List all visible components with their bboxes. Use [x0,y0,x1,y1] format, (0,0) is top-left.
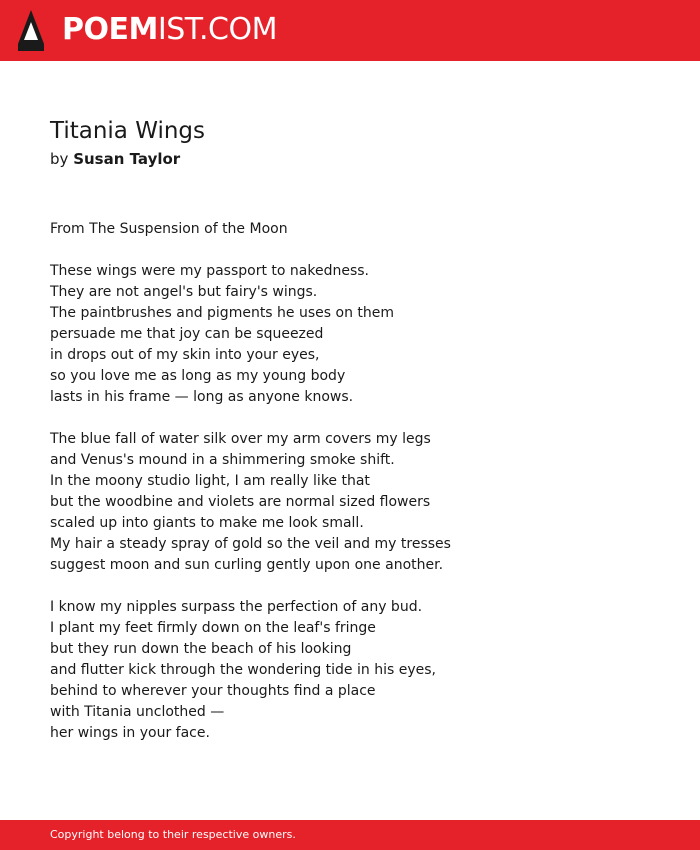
poem-line: My hair a steady spray of gold so the veil and my tresses [50,536,451,552]
stanza-break [50,240,670,261]
brand-bold-text: POEM [62,12,158,47]
site-header [0,0,700,61]
poem-line: and Venus's mound in a shimmering smoke shift. [50,452,395,468]
stanza-break [50,576,670,597]
pencil-tip-icon[interactable] [18,10,44,51]
poem-line: They are not angel's but fairy's wings. [50,284,318,300]
poem-line: lasts in his frame — long as anyone knows. [50,389,354,405]
poem-line: These wings were my passport to nakedness. [50,263,369,279]
poem-line: The blue fall of water silk over my arm covers my legs [50,431,431,447]
poem-line: scaled up into giants to make me look small. [50,515,364,531]
poem-author: Susan Taylor [73,150,181,168]
poem-line: her wings in your face. [50,725,210,741]
poem-body [50,219,670,744]
poem-line: I plant my feet firmly down on the leaf's fringe [50,620,376,636]
stanza-break [50,408,670,429]
poem-line: The paintbrushes and pigments he uses on them [50,305,395,321]
poem-line: suggest moon and sun curling gently upon one another. [50,557,444,573]
site-logo-link[interactable] [62,12,277,48]
poem-line: with Titania unclothed — [50,704,225,720]
copyright-text: Copyright belong to their respective owners. [50,828,296,841]
poem-byline [50,149,180,169]
poem-line: but the woodbine and violets are normal sized flowers [50,494,431,510]
site-footer [0,820,700,850]
poem-line: In the moony studio light, I am really like that [50,473,370,489]
poem-line: and flutter kick through the wondering tide in his eyes, [50,662,436,678]
poem-line: persuade me that joy can be squeezed [50,326,324,342]
poem-line: I know my nipples surpass the perfection of any bud. [50,599,423,615]
by-label: by [50,150,69,168]
poem-title: Titania Wings [50,118,206,144]
poem-line: From The Suspension of the Moon [50,221,288,237]
poem-line: in drops out of my skin into your eyes, [50,347,320,363]
poem-line: but they run down the beach of his looking [50,641,352,657]
poem-line: behind to wherever your thoughts find a place [50,683,376,699]
poem-line: so you love me as long as my young body [50,368,346,384]
brand-light-text: IST.COM [157,12,277,47]
